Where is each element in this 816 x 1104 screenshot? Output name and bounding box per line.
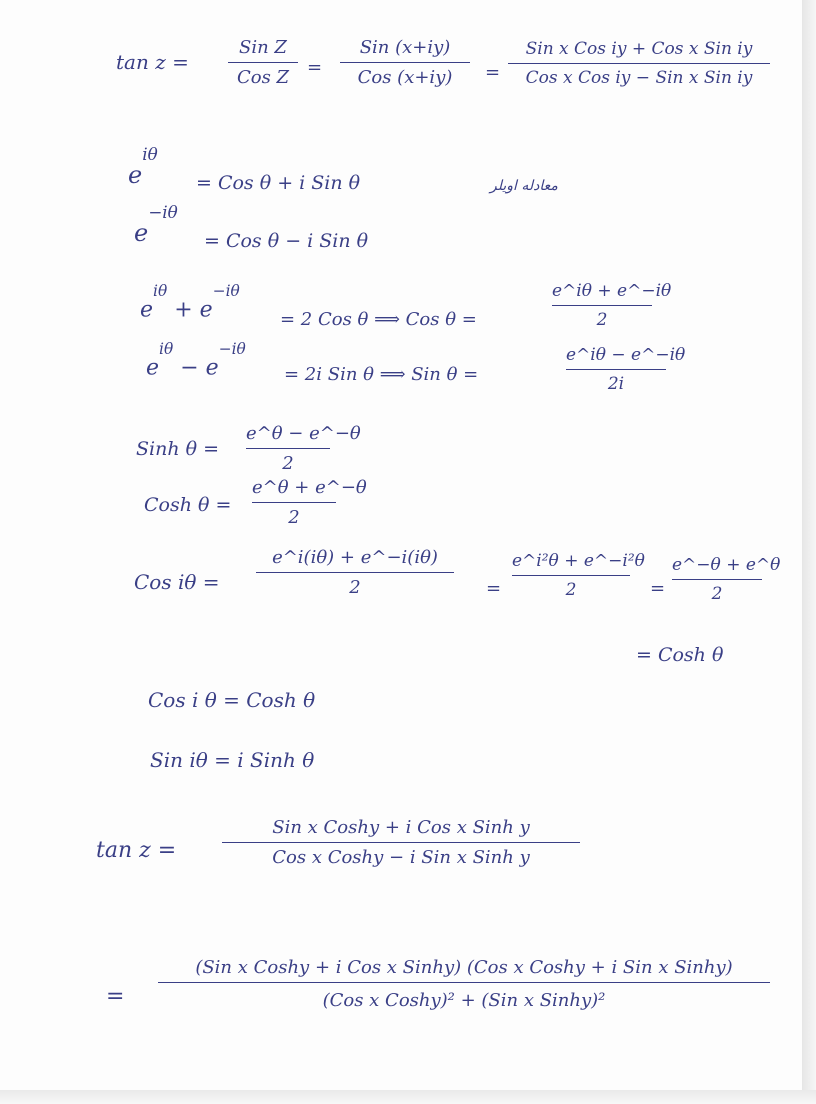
exp-base: e [134,219,149,247]
exponent: −iθ [212,282,240,300]
fraction-denominator: Cos x Cos iy − Sin x Sin iy [525,67,753,88]
sum-rhs: = 2 Cos θ ⟹ Cos θ = [280,309,477,330]
fraction-denominator: Cos (x+iy) [357,66,453,88]
fraction-expansion [508,40,770,87]
paper-edge-right [802,0,816,1104]
minus-term: − e [180,355,219,381]
identity-cos-i-theta: Cos i θ = Cosh θ [148,688,316,712]
exponent: iθ [159,340,174,358]
margin-note: معادله اویلر [490,178,558,194]
paper-edge-bottom [0,1090,816,1104]
equals-sign: = [485,62,501,83]
euler-rhs: = Cos θ − i Sin θ [204,230,369,252]
identity-sin-i-theta: Sin iθ = i Sinh θ [150,748,315,772]
fraction-denominator: 2 [349,576,361,598]
fraction-bar [252,502,336,503]
fraction-denominator: (Cos x Coshy)² + (Sin x Sinhy)² [322,989,606,1011]
fraction-sin-over-cos [228,38,298,88]
exp-base: e [140,297,154,323]
exponent: iθ [142,144,158,164]
fraction-numerator: e^iθ + e^−iθ [552,281,672,301]
fraction-tan-hyperbolic [222,818,580,868]
cosh-lhs: Cosh θ = [144,494,232,516]
equals-sign: = [106,984,125,1009]
fraction-numerator: e^θ + e^−θ [252,477,367,498]
exp-base: e [146,355,160,381]
equals-sign: = [486,578,502,599]
fraction-bar [222,842,580,843]
exponent: iθ [153,282,168,300]
cosh-result: = Cosh θ [636,644,724,666]
fraction-denominator: Cos x Coshy − i Sin x Sinh y [272,846,530,868]
tan-lhs: tan z = [116,50,189,74]
fraction-cos-theta [552,281,672,330]
diff-rhs: = 2i Sin θ ⟹ Sin θ = [284,364,479,385]
fraction-numerator: e^θ − e^−θ [246,423,361,444]
fraction-numerator: Sin x Coshy + i Cos x Sinh y [272,817,530,838]
equals-sign: = [307,57,323,78]
fraction-bar [246,448,330,449]
fraction-bar [566,369,666,370]
sinh-lhs: Sinh θ = [136,438,220,460]
fraction-denominator: 2 [711,583,723,604]
fraction-numerator: e^i²θ + e^−i²θ [512,551,645,571]
euler-rhs: = Cos θ + i Sin θ [196,172,361,194]
tan-lhs-2: tan z = [96,838,177,863]
exponent: −iθ [218,340,246,358]
fraction-denominator: Cos Z [236,66,290,88]
fraction-bar [508,63,770,64]
equals-sign: = [650,578,666,599]
exponent: −iθ [148,202,178,222]
fraction-denominator: 2 [282,452,294,474]
fraction-numerator: e^iθ − e^−iθ [566,345,686,365]
fraction-bar [552,305,652,306]
fraction-denominator: 2i [607,373,625,394]
fraction-bar [256,572,454,573]
fraction-i-squared [512,551,645,600]
plus-term: + e [174,297,213,323]
cos-i-theta-lhs: Cos iθ = [134,570,220,594]
fraction-bar [672,579,762,580]
fraction-denominator: 2 [288,506,300,528]
fraction-sin-theta [566,345,686,394]
fraction-bar [512,575,630,576]
fraction-bar [340,62,470,63]
fraction-numerator: (Sin x Coshy + i Cos x Sinhy) (Cos x Coshy + i Sin x Sinhy) [195,957,733,978]
fraction-numerator: Sin Z [239,37,287,58]
fraction-bar [158,982,770,983]
fraction-sinh [246,423,361,474]
fraction-denominator: 2 [565,579,577,600]
fraction-numerator: e^i(iθ) + e^−i(iθ) [272,547,438,568]
fraction-tan-expanded [158,958,770,1011]
fraction-sin-x-iy [340,38,470,88]
fraction-result [672,555,781,604]
fraction-denominator: 2 [596,309,608,330]
fraction-bar [228,62,298,63]
fraction-cos-i-theta [256,548,454,598]
fraction-numerator: Sin (x+iy) [359,37,451,58]
fraction-numerator: e^−θ + e^θ [672,555,781,575]
fraction-cosh [252,477,367,528]
exp-base: e [128,161,143,189]
fraction-numerator: Sin x Cos iy + Cos x Sin iy [525,39,753,59]
